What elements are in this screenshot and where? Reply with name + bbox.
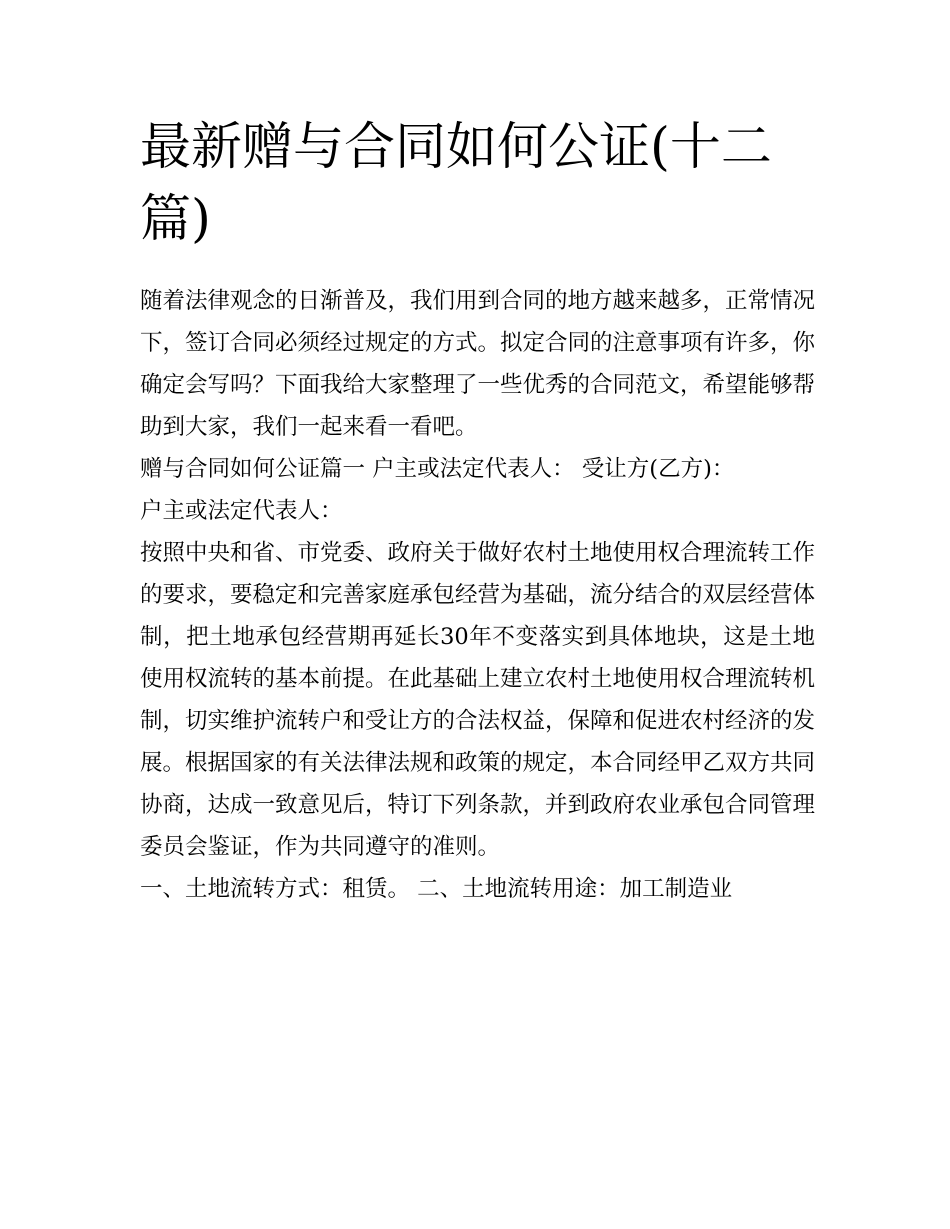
- document-body: [140, 280, 815, 910]
- paragraph-clauses: 一、土地流转方式：租赁。 二、土地流转用途：加工制造业: [140, 876, 733, 902]
- paragraph-policy: 按照中央和省、市党委、政府关于做好农村土地使用权合理流转工作的要求，要稳定和完善家庭承包经营为基础，流分结合的双层经营体制，把土地承包经营期再延长30年不变落实到具体地块，这是土地使用权流转的基本前提。在此基础上建立农村土地使用权合理流转机制，切实维护流转户和受让方的合法权益，保障和促进农村经济的发展。根据国家的有关法律法规和政策的规定，本合同经甲乙双方共同协商，达成一致意见后，特订下列条款，并到政府农业承包合同管理委员会鉴证，作为共同遵守的准则。: [140, 540, 816, 860]
- paragraph-intro: 随着法律观念的日渐普及，我们用到合同的地方越来越多，正常情况下，签订合同必须经过规定的方式。拟定合同的注意事项有许多，你确定会写吗？下面我给大家整理了一些优秀的合同范文，希望能够帮助到大家，我们一起来看一看吧。: [140, 288, 816, 440]
- paragraph-section-one-header: 赠与合同如何公证篇一 户主或法定代表人： 受让方(乙方)：: [140, 456, 735, 482]
- document-title: 最新赠与合同如何公证(十二篇): [140, 118, 772, 249]
- paragraph-representative: 户主或法定代表人：: [140, 498, 343, 524]
